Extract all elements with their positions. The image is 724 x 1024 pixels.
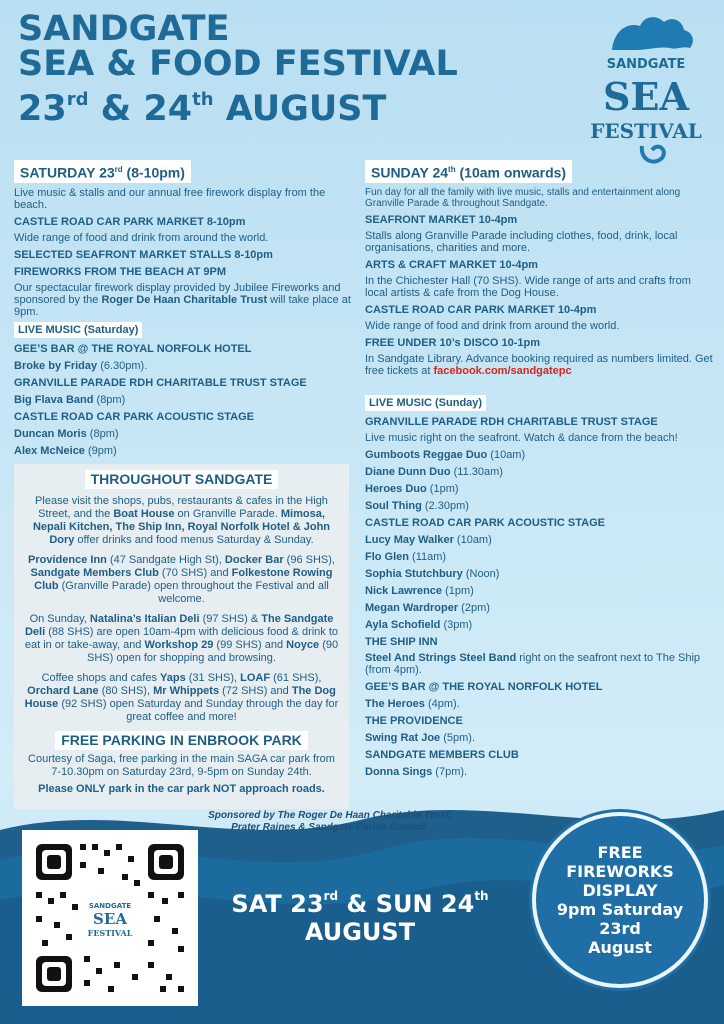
sat-castle-text: Wide range of food and drink from around the world. xyxy=(14,231,269,244)
sun-gees-title: GEE’S BAR @ THE ROYAL NORFOLK HOTEL xyxy=(365,680,603,693)
sun-granville-act-list xyxy=(365,448,715,513)
sunday-heading: SUNDAY 24th (10am onwards) xyxy=(365,160,572,183)
venue-title: GRANVILLE PARADE RDH CHARITABLE TRUST STAGE xyxy=(14,376,307,389)
sat-fireworks-text: Our spectacular firework display provided by Jubilee Fireworks and sponsored by the Roger De Haan Charitable Trust will take place at 9pm. xyxy=(14,281,351,318)
title-amp: & xyxy=(100,89,132,129)
act-item xyxy=(14,444,354,458)
act-time: (6.30pm). xyxy=(97,359,148,372)
sun-granville-title: GRANVILLE PARADE RDH CHARITABLE TRUST STAGE xyxy=(365,415,658,428)
sea-festival-logo xyxy=(584,10,708,170)
act-name: Ayla Schofield xyxy=(365,618,441,631)
act-time: (2.30pm) xyxy=(421,499,469,512)
badge-line-6: August xyxy=(588,938,652,957)
throughout-sandgate xyxy=(14,464,349,809)
act-time: (8pm) xyxy=(93,393,126,406)
sponsor-line-2: Prater Raines & Sandgate Parish Council. xyxy=(231,822,429,833)
sunday-intro: Fun day for all the family with live music, stalls and entertainment along Granville Parade & throughout Sandgate. xyxy=(365,186,681,209)
act-name: Big Flava Band xyxy=(14,393,94,406)
act-time: (1pm) xyxy=(442,584,474,597)
act-time: (3pm) xyxy=(440,618,473,631)
act-time: (Noon) xyxy=(462,567,500,580)
throughout-p2: Providence Inn (47 Sandgate High St), Docker Bar (96 SHS), Sandgate Members Club (70 SHS) and Folkestone Rowing Club (Granville Parade) open throughout the Festival and all welcome. xyxy=(28,554,335,605)
sun-arts-text: In the Chichester Hall (70 SHS). Wide range of arts and crafts from local artists & cafe from the Dog House. xyxy=(365,274,691,299)
qr-code[interactable] xyxy=(22,830,198,1006)
act-time: (10am) xyxy=(487,448,526,461)
throughout-p4: Coffee shops and cafes Yaps (31 SHS), LOAF (61 SHS), Orchard Lane (80 SHS), Mr Whippets (72 SHS) and The Dog House (92 SHS) open Saturday and Sunday through the day for great coffee and more! xyxy=(24,672,339,723)
title-day-2: 24 xyxy=(143,89,193,129)
sun-castle-act-list xyxy=(365,533,715,632)
sat-seafront-title: SELECTED SEAFRONT MARKET STALLS 8-10pm xyxy=(14,248,273,261)
act-name: Flo Glen xyxy=(365,550,409,563)
sun-seafront-title: SEAFRONT MARKET 10-4pm xyxy=(365,213,518,226)
logo-text-bottom: FESTIVAL xyxy=(590,119,702,143)
act-name: Megan Wardroper xyxy=(365,601,459,614)
sun-castle-stage-title: CASTLE ROAD CAR PARK ACOUSTIC STAGE xyxy=(365,516,605,529)
sun-prov-act: Swing Rat Joe (5pm). xyxy=(365,731,476,744)
sat-fireworks-title: FIREWORKS FROM THE BEACH AT 9PM xyxy=(14,265,227,278)
sun-members-title: SANDGATE MEMBERS CLUB xyxy=(365,748,519,761)
act-name: Broke by Friday xyxy=(14,359,98,372)
act-name: Diane Dunn Duo xyxy=(365,465,451,478)
act-time: (1pm) xyxy=(426,482,459,495)
act-time: (11.30am) xyxy=(450,465,503,478)
act-time: (8pm) xyxy=(86,427,119,440)
title-line-3 xyxy=(18,82,458,127)
sponsor-line-1: Sponsored by The Roger De Haan Charitable Trust, xyxy=(208,810,452,821)
badge-line-1: FREE xyxy=(597,843,643,862)
sunday-section xyxy=(365,160,715,782)
title-month: AUGUST xyxy=(225,89,387,129)
parking-note: Please ONLY park in the car park NOT approach roads. xyxy=(38,783,325,795)
title-day-1: 23 xyxy=(18,89,67,129)
sun-arts-title: ARTS & CRAFT MARKET 10-4pm xyxy=(365,258,538,271)
svg-text:SANDGATE: SANDGATE xyxy=(88,902,132,910)
svg-text:SEA: SEA xyxy=(93,910,127,928)
parking-text: Courtesy of Saga, free parking in the main SAGA car park from 7-10.30pm on Saturday 23rd, 9-5pm on Sunday 24th. xyxy=(28,753,335,778)
svg-text:FESTIVAL: FESTIVAL xyxy=(87,928,133,938)
act-name: Soul Thing xyxy=(365,499,422,512)
title-line-1: SANDGATE xyxy=(18,9,230,49)
sun-seafront-text: Stalls along Granville Parade including clothes, food, drink, local organisations, charities and more. xyxy=(365,229,678,254)
act-item xyxy=(14,427,354,441)
throughout-heading: THROUGHOUT SANDGATE xyxy=(85,470,279,489)
sun-shipinn-title: THE SHIP INN xyxy=(365,635,438,648)
fireworks-badge xyxy=(532,812,708,988)
bottom-date xyxy=(210,882,510,946)
badge-line-2: FIREWORKS xyxy=(566,862,674,881)
act-time: (2pm) xyxy=(458,601,490,614)
logo-seahorse-crest xyxy=(612,17,693,50)
act-item xyxy=(365,550,715,564)
act-item xyxy=(365,533,715,547)
parking-heading: FREE PARKING IN ENBROOK PARK xyxy=(55,731,308,750)
poster-title xyxy=(18,9,458,129)
sun-shipinn-text: Steel And Strings Steel Band right on the seafront next to The Ship (from 4pm). xyxy=(365,651,701,676)
badge-line-5: 23rd xyxy=(599,919,641,938)
act-name: Heroes Duo xyxy=(365,482,427,495)
act-time: (10am) xyxy=(453,533,492,546)
venue-title: GEE’S BAR @ THE ROYAL NORFOLK HOTEL xyxy=(14,342,252,355)
badge-line-3: DISPLAY xyxy=(582,881,658,900)
sponsor-text xyxy=(170,810,490,834)
act-name: Sophia Stutchbury xyxy=(365,567,463,580)
sat-castle-title: CASTLE ROAD CAR PARK MARKET 8-10pm xyxy=(14,215,246,228)
title-day-1-suffix: rd xyxy=(66,89,89,110)
logo-text-middle: SEA xyxy=(603,74,689,119)
act-name: Duncan Moris xyxy=(14,427,87,440)
act-item xyxy=(365,584,715,598)
saturday-intro: Live music & stalls and our annual free firework display from the beach. xyxy=(14,186,326,211)
act-item xyxy=(365,601,715,615)
act-item xyxy=(14,359,354,373)
sun-prov-title: THE PROVIDENCE xyxy=(365,714,463,727)
act-item xyxy=(365,567,715,581)
title-day-2-suffix: th xyxy=(192,89,214,110)
badge-line-4: 9pm Saturday xyxy=(556,900,684,919)
sun-members-act: Donna Sings (7pm). xyxy=(365,765,468,778)
act-name: Gumboots Reggae Duo xyxy=(365,448,488,461)
title-line-2: SEA & FOOD FESTIVAL xyxy=(18,44,458,84)
bottom-date-line-1: SAT 23rd & SUN 24th xyxy=(231,889,489,918)
act-item xyxy=(365,482,715,496)
act-item xyxy=(14,393,354,407)
saturday-heading: SATURDAY 23rd (8-10pm) xyxy=(14,160,191,183)
qr-code-icon xyxy=(22,830,198,1006)
sun-disco-title: FREE UNDER 10’s DISCO 10-1pm xyxy=(365,336,541,349)
sun-granville-text: Live music right on the seafront. Watch & dance from the beach! xyxy=(365,431,678,444)
act-item xyxy=(365,448,715,462)
bottom-date-month: AUGUST xyxy=(304,918,416,946)
facebook-link[interactable]: facebook.com/sandgatepc xyxy=(433,364,572,377)
throughout-p3: On Sunday, Natalina’s Italian Deli (97 SHS) & The Sandgate Deli (88 SHS) are open 10am-4pm with delicious food & drink to eat in or take-away, and Workshop 29 (99 SHS) and Noyce (90 SHS) open for shopping and browsing. xyxy=(24,613,339,664)
venue-title: CASTLE ROAD CAR PARK ACOUSTIC STAGE xyxy=(14,410,254,423)
act-name: Nick Lawrence xyxy=(365,584,443,597)
saturday-section xyxy=(14,160,354,461)
act-name: Alex McNeice xyxy=(14,444,85,457)
sun-castle-title: CASTLE ROAD CAR PARK MARKET 10-4pm xyxy=(365,303,597,316)
sat-live-heading: LIVE MUSIC (Saturday) xyxy=(14,322,142,338)
throughout-p1: Please visit the shops, pubs, restaurants & cafes in the High Street, and the Boat House on Granville Parade. Mimosa, Nepali Kitchen, The Ship Inn, Royal Norfolk Hotel & John Dory offer drinks and food menus Saturday & Sunday. xyxy=(32,495,331,546)
sun-castle-text: Wide range of food and drink from around the world. xyxy=(365,319,620,332)
act-item xyxy=(365,465,715,479)
act-time: (9pm) xyxy=(84,444,117,457)
sun-disco-text: In Sandgate Library. Advance booking required as numbers limited. Get free tickets at facebook.com/sandgatepc xyxy=(365,352,713,377)
act-item xyxy=(365,499,715,513)
act-time: (11am) xyxy=(409,550,447,563)
sun-live-heading: LIVE MUSIC (Sunday) xyxy=(365,395,486,411)
act-name: Lucy May Walker xyxy=(365,533,454,546)
sun-gees-act: The Heroes (4pm). xyxy=(365,697,460,710)
act-item xyxy=(365,618,715,632)
logo-text-top: SANDGATE xyxy=(606,57,686,72)
sat-venue-list xyxy=(14,342,354,458)
